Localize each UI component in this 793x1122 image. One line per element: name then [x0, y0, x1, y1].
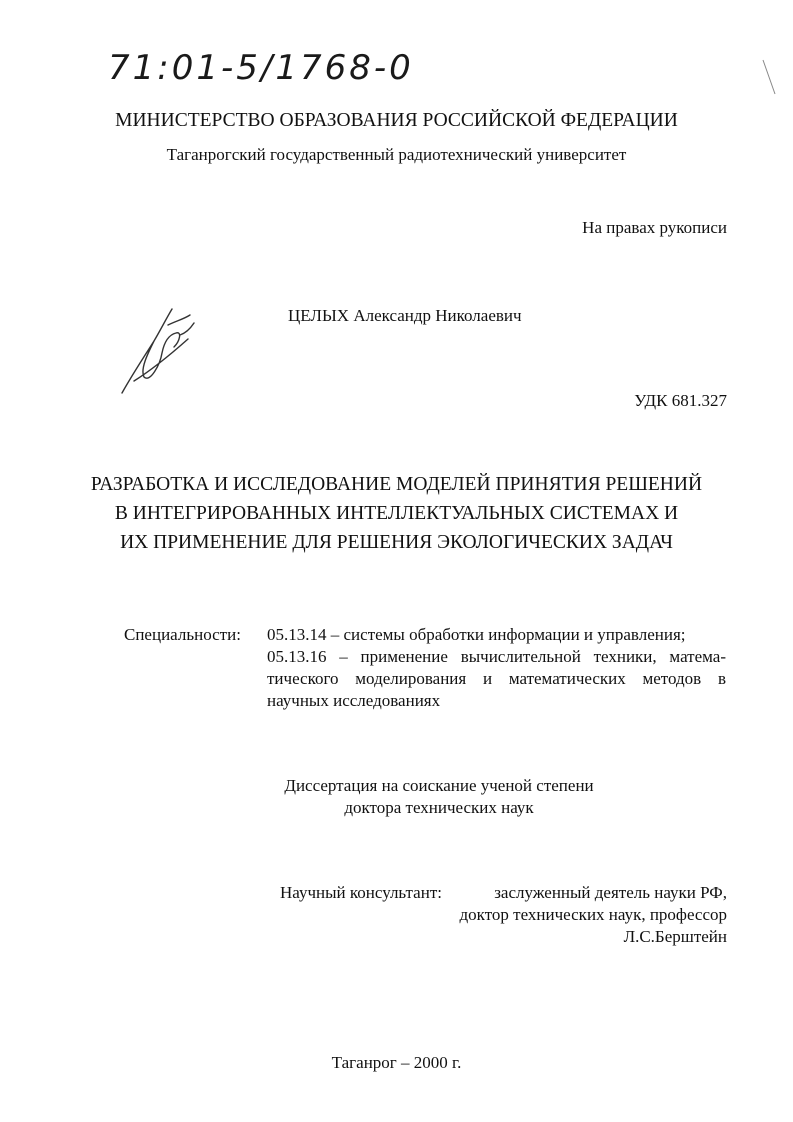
place-year: Таганрог – 2000 г. [331, 1053, 462, 1072]
title-line: В ИНТЕГРИРОВАННЫХ ИНТЕЛЛЕКТУАЛЬНЫХ СИСТЕМАХ И [114, 503, 679, 524]
signature [110, 295, 210, 405]
specialty-line: 05.13.16 – применение вычислительной техники, матема- [267, 647, 726, 666]
consultant-line: Л.С.Берштейн [623, 927, 727, 946]
dissertation-title [0, 470, 793, 557]
degree-line: доктора технических наук [344, 798, 534, 817]
author-name: ЦЕЛЫХ Александр Николаевич [288, 306, 522, 325]
specialty-line: 05.13.14 – системы обработки информации и управления; [267, 625, 686, 644]
title-line: ИХ ПРИМЕНЕНИЕ ДЛЯ РЕШЕНИЯ ЭКОЛОГИЧЕСКИХ ЗАДАЧ [120, 532, 673, 553]
consultant-label: Научный консультант: [280, 883, 442, 902]
university-name: Таганрогский государственный радиотехнический университет [166, 145, 627, 164]
scan-mark [761, 58, 779, 98]
archive-number: 71:01-5/1768-0 [108, 48, 414, 88]
ministry-heading: МИНИСТЕРСТВО ОБРАЗОВАНИЯ РОССИЙСКОЙ ФЕДЕРАЦИИ [115, 110, 678, 131]
specialties-label: Специальности: [124, 625, 241, 644]
specialties-list [267, 624, 726, 712]
specialty-line: тического моделирования и математических методов в [267, 669, 726, 688]
specialty-line: научных исследованиях [267, 691, 441, 710]
manuscript-note: На правах рукописи [582, 218, 727, 237]
consultant-line: заслуженный деятель науки РФ, [494, 883, 727, 902]
consultant-details [280, 882, 727, 948]
title-line: РАЗРАБОТКА И ИССЛЕДОВАНИЕ МОДЕЛЕЙ ПРИНЯТИЯ РЕШЕНИЙ [90, 474, 703, 495]
udc-code: УДК 681.327 [634, 391, 727, 410]
consultant-line: доктор технических наук, профессор [459, 905, 727, 924]
degree-statement [256, 775, 622, 819]
degree-line: Диссертация на соискание ученой степени [284, 776, 594, 795]
